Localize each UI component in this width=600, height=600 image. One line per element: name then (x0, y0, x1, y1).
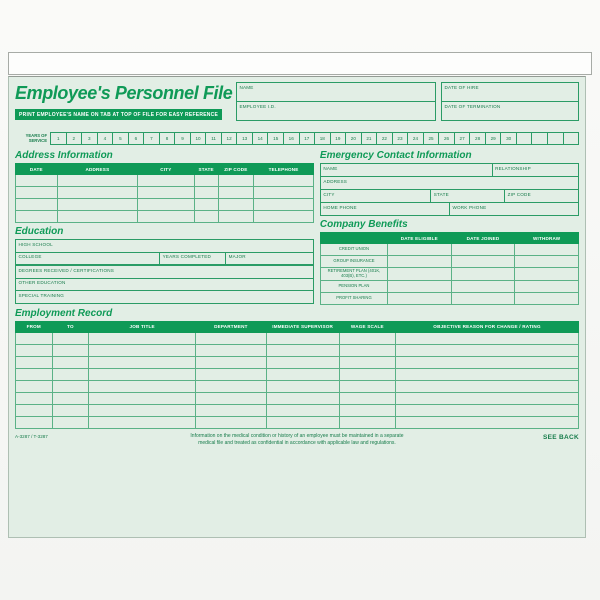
ec-state-label: STATE (433, 191, 449, 197)
address-column-header: TELEPHONE (254, 164, 314, 175)
ec-address-row (320, 176, 579, 190)
employee-id-field (236, 101, 436, 121)
employment-cell (52, 332, 89, 344)
benefits-column-header: DATE ELIGIBLE (388, 233, 452, 244)
medical-notice (105, 433, 489, 448)
benefits-row-label: RETIREMENT PLAN (401K, 403(B), ETC.) (320, 268, 387, 281)
employment-cell (89, 368, 196, 380)
years-of-service-boxes (50, 132, 579, 145)
employment-column-header: DEPARTMENT (196, 321, 266, 332)
years-box: 12 (222, 132, 238, 145)
employment-cell (16, 368, 53, 380)
company-benefits-title: Company Benefits (319, 219, 408, 230)
address-cell (218, 211, 254, 223)
employment-column-header: WAGE SCALE (339, 321, 395, 332)
years-box-blank (517, 132, 533, 145)
ec-home-phone-label: HOME PHONE (323, 204, 357, 210)
years-box: 20 (346, 132, 362, 145)
years-completed-label: YEARS COMPLETED (162, 254, 212, 259)
years-box: 13 (237, 132, 253, 145)
employment-record-table (15, 321, 579, 429)
benefits-cell (515, 280, 579, 292)
address-row (16, 211, 314, 223)
benefits-cell (451, 280, 515, 292)
ec-city-row (320, 189, 579, 203)
education-title: Education (15, 226, 64, 237)
medical-notice-line1: Information on the medical condition or history of an employee must be maintained in a separate (190, 432, 404, 439)
middle-columns (15, 147, 579, 305)
personnel-file-form (8, 76, 586, 538)
company-benefits-table (320, 232, 579, 305)
left-column (15, 147, 314, 305)
address-cell (218, 199, 254, 211)
form-footer (15, 433, 579, 448)
address-cell (57, 187, 137, 199)
employment-cell (196, 380, 266, 392)
high-school-field (15, 239, 314, 253)
ec-relationship-label: RELATIONSHIP (495, 165, 531, 171)
date-of-hire-field (441, 82, 579, 102)
employment-cell (16, 356, 53, 368)
years-box: 19 (331, 132, 347, 145)
address-cell (138, 199, 195, 211)
years-box: 7 (144, 132, 160, 145)
years-of-service-label: YEARS OF SERVICE (25, 132, 47, 143)
address-cell (218, 187, 254, 199)
address-cell (138, 211, 195, 223)
employment-cell (339, 332, 395, 344)
employment-cell (16, 404, 53, 416)
employment-cell (339, 392, 395, 404)
benefits-column-header: WITHDRAW (515, 233, 579, 244)
ec-state-field (430, 189, 505, 203)
years-of-service-row (15, 131, 579, 146)
high-school-label: HIGH SCHOOL (18, 241, 53, 247)
employment-cell (196, 356, 266, 368)
benefits-column-header: DATE JOINED (451, 233, 515, 244)
ec-home-phone-field (320, 202, 450, 216)
years-box: 25 (424, 132, 440, 145)
employment-cell (396, 404, 579, 416)
address-cell (194, 175, 218, 187)
employment-cell (89, 404, 196, 416)
employment-column-header: IMMEDIATE SUPERVISOR (266, 321, 339, 332)
address-cell (254, 199, 314, 211)
ec-address-label: ADDRESS (323, 178, 348, 184)
years-box: 1 (50, 132, 67, 145)
employment-cell (339, 368, 395, 380)
employment-cell (396, 380, 579, 392)
years-box: 16 (284, 132, 300, 145)
major-field (225, 252, 314, 266)
benefits-cell (515, 256, 579, 268)
employment-column-header: JOB TITLE (89, 321, 196, 332)
ec-work-phone-field (449, 202, 579, 216)
benefits-cell (388, 280, 452, 292)
address-cell (57, 211, 137, 223)
employment-cell (339, 344, 395, 356)
years-box: 17 (300, 132, 316, 145)
years-box-blank (532, 132, 548, 145)
benefits-cell (451, 292, 515, 304)
right-column (320, 147, 579, 305)
employment-cell (196, 368, 266, 380)
employment-cell (52, 344, 89, 356)
ec-city-label: CITY (323, 191, 335, 197)
form-subtitle: PRINT EMPLOYEE'S NAME ON TAB AT TOP OF FILE FOR EASY REFERENCE (15, 109, 222, 120)
employment-cell (266, 416, 339, 428)
employment-column-header: TO (52, 321, 89, 332)
address-cell (194, 199, 218, 211)
address-cell (138, 187, 195, 199)
see-back-label: SEE BACK (543, 433, 579, 441)
years-box: 26 (439, 132, 455, 145)
benefits-row-label: PENSION PLAN (320, 280, 387, 292)
benefits-row-label: CREDIT UNION (320, 244, 387, 256)
employment-row (16, 344, 579, 356)
benefits-corner-cell (320, 233, 387, 244)
employment-cell (339, 416, 395, 428)
employment-cell (52, 368, 89, 380)
years-box: 9 (175, 132, 191, 145)
ec-name-label: NAME (323, 165, 338, 171)
employment-row (16, 380, 579, 392)
employment-header-row (16, 321, 579, 332)
benefits-cell (388, 268, 452, 281)
address-cell (16, 187, 58, 199)
college-label: COLLEGE (18, 254, 42, 259)
employment-cell (266, 356, 339, 368)
emergency-contact-section (320, 163, 579, 216)
emergency-contact-title: Emergency Contact Information (319, 150, 472, 161)
major-label: MAJOR (228, 254, 246, 259)
benefits-header-row (320, 233, 578, 244)
college-field (15, 252, 160, 266)
address-cell (194, 187, 218, 199)
date-of-termination-field (441, 101, 579, 121)
years-box: 14 (253, 132, 269, 145)
years-box: 3 (82, 132, 98, 145)
years-box: 5 (113, 132, 129, 145)
employment-row (16, 368, 579, 380)
benefits-row (320, 256, 578, 268)
hire-termination-fields (441, 82, 579, 127)
years-box: 23 (393, 132, 409, 145)
employment-cell (196, 392, 266, 404)
employment-row (16, 416, 579, 428)
form-title: Employee's Personnel File (15, 83, 233, 103)
ec-phone-row (320, 202, 579, 216)
date-of-termination-label: DATE OF TERMINATION (444, 103, 501, 109)
employment-cell (89, 392, 196, 404)
benefits-row (320, 280, 578, 292)
benefits-row (320, 268, 578, 281)
years-box: 28 (470, 132, 486, 145)
ec-name-row (320, 163, 579, 177)
employment-cell (396, 344, 579, 356)
benefits-row-label: PROFIT SHARING (320, 292, 387, 304)
address-cell (57, 175, 137, 187)
employment-cell (52, 416, 89, 428)
address-table (15, 163, 314, 223)
form-number: A-3287 / T-3287 (15, 433, 48, 439)
years-box: 8 (160, 132, 176, 145)
employment-cell (266, 380, 339, 392)
benefits-row-label: GROUP INSURANCE (320, 256, 387, 268)
years-box: 24 (408, 132, 424, 145)
years-box: 10 (191, 132, 207, 145)
name-field (236, 82, 436, 102)
employment-cell (396, 392, 579, 404)
ec-work-phone-label: WORK PHONE (452, 204, 487, 210)
employment-cell (196, 332, 266, 344)
years-box: 4 (98, 132, 114, 145)
benefits-cell (515, 292, 579, 304)
address-cell (16, 211, 58, 223)
address-information-title: Address Information (15, 150, 113, 161)
employment-cell (396, 368, 579, 380)
date-of-hire-label: DATE OF HIRE (444, 84, 479, 90)
ec-zip-field (504, 189, 579, 203)
employment-cell (266, 332, 339, 344)
address-column-header: STATE (194, 164, 218, 175)
years-box: 27 (455, 132, 471, 145)
years-completed-field (159, 252, 226, 266)
employment-cell (16, 392, 53, 404)
employment-row (16, 332, 579, 344)
address-cell (194, 211, 218, 223)
title-block (15, 82, 231, 127)
ec-address-field (320, 176, 579, 190)
employment-cell (396, 356, 579, 368)
address-header-row (16, 164, 314, 175)
address-row (16, 187, 314, 199)
years-box: 21 (362, 132, 378, 145)
benefits-cell (388, 244, 452, 256)
employment-row (16, 356, 579, 368)
employment-cell (52, 404, 89, 416)
employment-cell (339, 356, 395, 368)
employment-cell (16, 332, 53, 344)
employment-cell (16, 380, 53, 392)
employment-cell (396, 416, 579, 428)
benefits-cell (388, 256, 452, 268)
address-cell (254, 175, 314, 187)
ec-name-field (320, 163, 493, 177)
address-cell (218, 175, 254, 187)
employment-cell (196, 404, 266, 416)
employment-cell (52, 392, 89, 404)
name-id-fields (236, 82, 436, 127)
benefits-cell (388, 292, 452, 304)
other-education-label: OTHER EDUCATION (18, 280, 66, 285)
employment-cell (196, 344, 266, 356)
years-box: 30 (501, 132, 517, 145)
address-row (16, 175, 314, 187)
employment-cell (89, 416, 196, 428)
years-box: 6 (129, 132, 145, 145)
education-section (15, 239, 314, 304)
employment-record-title: Employment Record (15, 307, 113, 319)
employment-row (16, 404, 579, 416)
employment-cell (89, 380, 196, 392)
employment-cell (266, 344, 339, 356)
ec-relationship-field (492, 163, 579, 177)
other-education-field (15, 278, 314, 292)
employment-cell (266, 368, 339, 380)
address-cell (254, 187, 314, 199)
employment-column-header: OBJECTIVE REASON FOR CHANGE / RATING (396, 321, 579, 332)
address-cell (254, 211, 314, 223)
employee-id-field-label: EMPLOYEE I.D. (239, 103, 276, 109)
employment-cell (266, 404, 339, 416)
employment-cell (196, 416, 266, 428)
address-row (16, 199, 314, 211)
years-box: 15 (268, 132, 284, 145)
years-box: 11 (206, 132, 222, 145)
benefits-cell (451, 256, 515, 268)
years-box: 29 (486, 132, 502, 145)
employment-cell (339, 404, 395, 416)
degrees-field (15, 265, 314, 279)
employment-row (16, 392, 579, 404)
employment-cell (89, 332, 196, 344)
special-training-field (15, 290, 314, 304)
years-box-blank (548, 132, 564, 145)
college-row (15, 252, 314, 266)
address-cell (57, 199, 137, 211)
employment-cell (16, 344, 53, 356)
address-cell (138, 175, 195, 187)
benefits-row (320, 292, 578, 304)
ec-city-field (320, 189, 431, 203)
years-box: 2 (67, 132, 83, 145)
benefits-cell (451, 268, 515, 281)
benefits-cell (515, 244, 579, 256)
ec-zip-label: ZIP CODE (507, 191, 531, 197)
years-box: 18 (315, 132, 331, 145)
employment-cell (89, 344, 196, 356)
address-column-header: ZIP CODE (218, 164, 254, 175)
name-field-label: NAME (239, 84, 254, 90)
address-column-header: CITY (138, 164, 195, 175)
address-cell (16, 199, 58, 211)
medical-notice-line2: medical file and treated as confidential in accordance with applicable law and regulations. (198, 440, 396, 447)
benefits-cell (451, 244, 515, 256)
employment-cell (89, 356, 196, 368)
employment-cell (396, 332, 579, 344)
special-training-label: SPECIAL TRAINING (18, 292, 65, 298)
years-box: 22 (377, 132, 393, 145)
benefits-row (320, 244, 578, 256)
employment-cell (52, 380, 89, 392)
employment-cell (16, 416, 53, 428)
folder-top-edge (8, 52, 592, 75)
address-cell (16, 175, 58, 187)
employment-column-header: FROM (16, 321, 53, 332)
benefits-cell (515, 268, 579, 281)
address-column-header: ADDRESS (57, 164, 137, 175)
employment-cell (52, 356, 89, 368)
form-header (15, 82, 579, 127)
employment-cell (266, 392, 339, 404)
degrees-label: DEGREES RECEIVED / CERTIFICATIONS (18, 267, 115, 273)
address-column-header: DATE (16, 164, 58, 175)
years-box-blank (564, 132, 580, 145)
employment-cell (339, 380, 395, 392)
